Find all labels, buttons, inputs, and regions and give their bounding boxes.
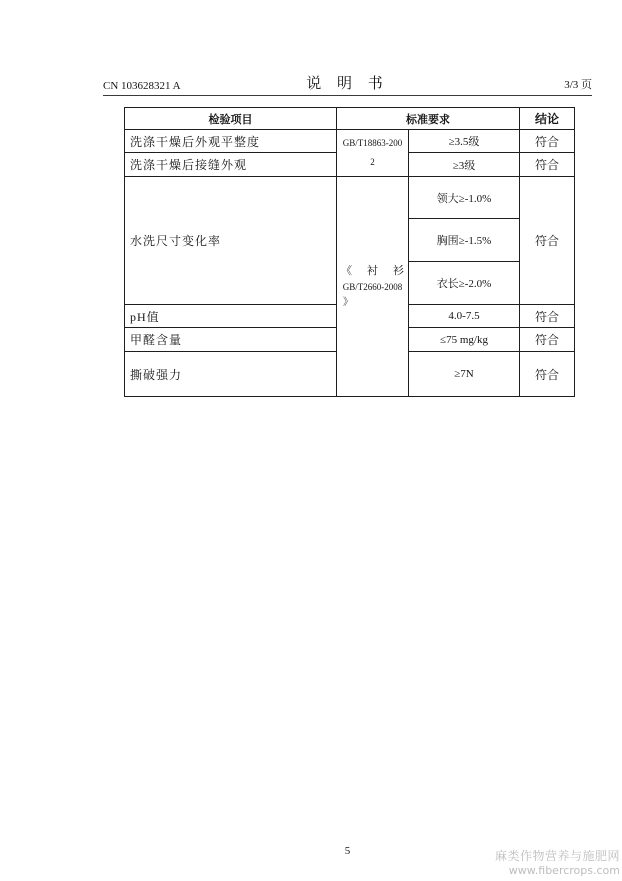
cell-conclusion: 符合 [520,328,575,352]
patent-number: CN 103628321 A [103,80,181,92]
cell-conclusion: 符合 [520,305,575,328]
page-number: 5 [344,845,351,857]
cell-requirement-chest: 胸围≥-1.5% [409,219,520,262]
cell-requirement: ≥7N [409,352,520,397]
standard-line: 》 [343,296,353,308]
cell-item: 撕破强力 [125,352,337,397]
cell-standard-gb18863 [337,130,409,177]
standard-line: 2 [370,157,375,167]
table-row [125,177,575,219]
cell-requirement: ≥3级 [409,153,520,177]
cell-conclusion: 符合 [520,130,575,153]
cell-item: pH值 [125,305,337,328]
standard-line: GB/T2660-2008 [342,281,403,292]
standard-line: 《 衬 衫 [341,264,404,277]
cell-requirement: ≤75 mg/kg [409,328,520,352]
header-conclusion: 结论 [520,108,575,130]
cell-standard-gb2660 [337,177,409,397]
page-header [103,76,592,96]
standard-line: GB/T18863-200 [342,138,403,148]
document-title: 说 明 书 [306,76,389,92]
header-inspection-item: 检验项目 [125,108,337,130]
cell-item: 甲醛含量 [125,328,337,352]
page-counter: 3/3 页 [564,79,592,91]
cell-requirement-collar: 领大≥-1.0% [409,177,520,219]
watermark-site-name: 麻类作物营养与施肥网 [494,849,620,863]
cell-item: 水洗尺寸变化率 [125,177,337,305]
table-header-row [125,108,575,130]
cell-conclusion: 符合 [520,153,575,177]
cell-requirement-length: 衣长≥-2.0% [409,262,520,305]
watermark [495,849,620,878]
cell-requirement: ≥3.5级 [409,130,520,153]
watermark-url: www.fibercrops.com [508,864,620,877]
cell-item: 洗涤干燥后接缝外观 [125,153,337,177]
inspection-results-table [124,107,575,397]
table-row [125,130,575,153]
header-standard-requirement: 标准要求 [337,108,520,130]
cell-requirement: 4.0-7.5 [409,305,520,328]
cell-item: 洗涤干燥后外观平整度 [125,130,337,153]
cell-conclusion: 符合 [520,177,575,305]
cell-conclusion: 符合 [520,352,575,397]
